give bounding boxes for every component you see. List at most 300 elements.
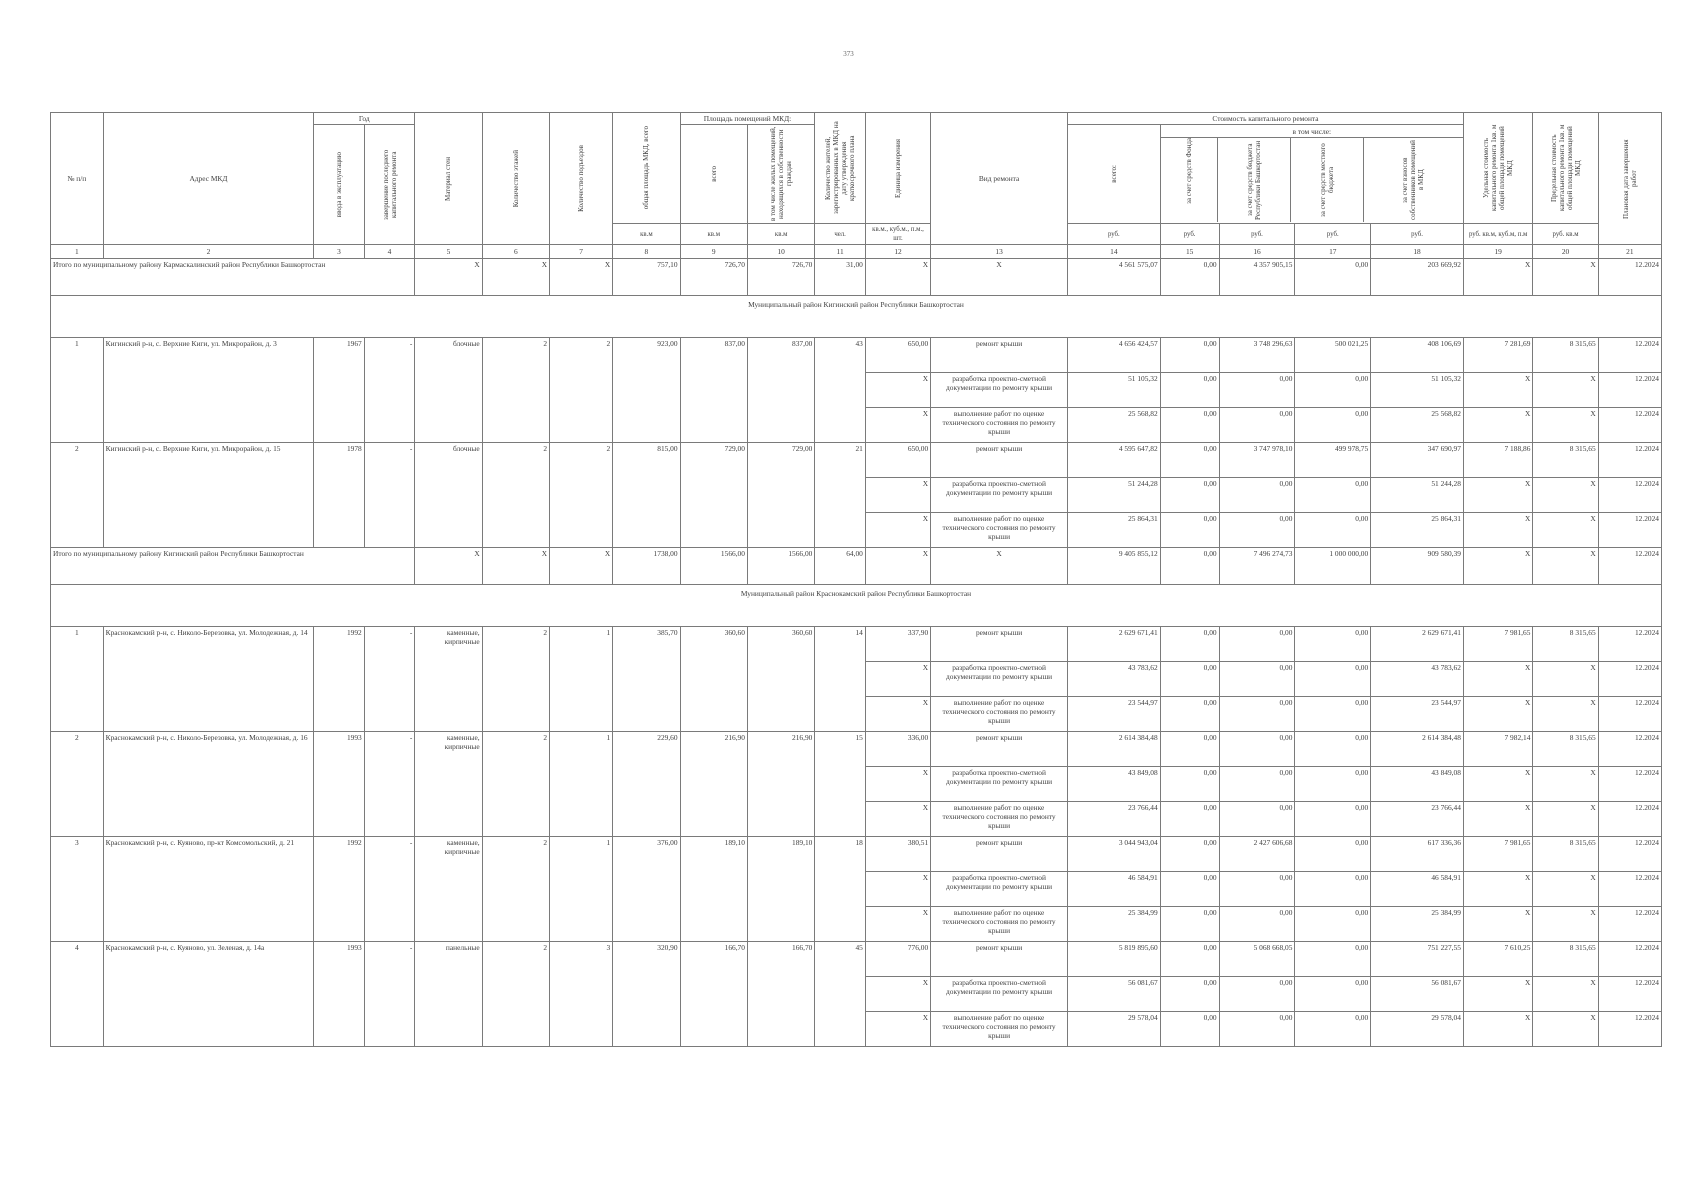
cell: X [931,548,1068,585]
cell: 2 [482,837,549,942]
header-wall-material: Материал стен [415,113,482,245]
cell: X [865,977,930,1012]
cell: X [931,259,1068,296]
cell: 12.2024 [1598,942,1661,977]
cell: 43 783,62 [1068,662,1161,697]
cell: X [1533,259,1598,296]
cell: 0,00 [1295,802,1371,837]
col-number: 9 [680,245,747,259]
cell: X [415,259,482,296]
unit-20: руб. кв.м [1533,224,1598,245]
cell: 0,00 [1160,872,1219,907]
unit-11: чел. [815,224,866,245]
cell: 7 281,69 [1463,338,1532,373]
cell: 2 427 606,68 [1219,837,1295,872]
cell: 0,00 [1219,408,1295,443]
col-number: 6 [482,245,549,259]
header-address: Адрес МКД [103,113,314,245]
cell: 15 [815,732,866,837]
cell: X [550,548,613,585]
cell: X [865,259,930,296]
cell: 14 [815,627,866,732]
cell: 0,00 [1219,802,1295,837]
cell: 729,00 [747,443,814,548]
cell-address: Кигинский р-н, с. Верхние Киги, ул. Микрорайон, д. 3 [103,338,314,443]
cell: 650,00 [865,338,930,373]
cell-repair-type: ремонт крыши [931,627,1068,662]
col-number: 5 [415,245,482,259]
cell: 12.2024 [1598,627,1661,662]
header-local: за счет средств местного бюджета [1291,138,1364,222]
cell: X [1533,977,1598,1012]
cell: 12.2024 [1598,697,1661,732]
cell: 500 021,25 [1295,338,1371,373]
cell: 0,00 [1295,373,1371,408]
cell: 1566,00 [680,548,747,585]
cell: 0,00 [1295,837,1371,872]
cell: 4 595 647,82 [1068,443,1161,478]
cell: 4 561 575,07 [1068,259,1161,296]
unit-19: руб. кв.м, куб.м, п.м [1463,224,1532,245]
cell: 909 580,39 [1371,548,1464,585]
cell: - [364,942,415,1047]
cell: 0,00 [1219,907,1295,942]
cell: X [865,548,930,585]
cell: 51 105,32 [1371,373,1464,408]
cell: 0,00 [1160,662,1219,697]
cell: X [1533,408,1598,443]
cell: 3 747 978,10 [1219,443,1295,478]
cell: 1 000 000,00 [1295,548,1371,585]
cell: X [1533,1012,1598,1047]
cell: 837,00 [747,338,814,443]
cell: 25 568,82 [1068,408,1161,443]
cell-address: Краснокамский р-н, с. Николо-Березовка, ул. Молодежная, д. 14 [103,627,314,732]
cell: 216,90 [680,732,747,837]
header-cost-group: Стоимость капитального ремонта [1068,113,1464,125]
cell: 376,00 [613,837,680,942]
cell: X [865,907,930,942]
cell: 0,00 [1295,513,1371,548]
cell: 12.2024 [1598,662,1661,697]
cell: - [364,732,415,837]
cell: блочные [415,443,482,548]
cell: 0,00 [1160,802,1219,837]
header-unit-cost: Удельная стоимость капитального ремонта 1кв. м общей площади помещений МКД [1463,113,1532,224]
cell: 5 068 668,05 [1219,942,1295,977]
cell-repair-type: ремонт крыши [931,732,1068,767]
cell: 45 [815,942,866,1047]
cell: 5 819 895,60 [1068,942,1161,977]
cell: 0,00 [1160,627,1219,662]
page-number: 373 [843,50,854,58]
cell-address: Краснокамский р-н, с. Куяново, пр-кт Комсомольский, д. 21 [103,837,314,942]
cell-repair-type: выполнение работ по оценке технического состояния по ремонту крыши [931,907,1068,942]
table-body [51,259,1662,1047]
cell: 837,00 [680,338,747,443]
cell: 23 544,97 [1371,697,1464,732]
cell: 166,70 [680,942,747,1047]
unit-16: руб. [1219,224,1295,245]
col-number: 1 [51,245,104,259]
cell: 29 578,04 [1068,1012,1161,1047]
cell: 12.2024 [1598,907,1661,942]
section-row-kiginsky [51,296,1662,338]
cell: X [1533,767,1598,802]
cell: 51 244,28 [1371,478,1464,513]
cell: 0,00 [1219,373,1295,408]
cell: 0,00 [1160,697,1219,732]
cell-address: Кигинский р-н, с. Верхние Киги, ул. Микрорайон, д. 15 [103,443,314,548]
cell: 12.2024 [1598,977,1661,1012]
cell: 203 669,92 [1371,259,1464,296]
cell: 51 105,32 [1068,373,1161,408]
cell: 726,70 [747,259,814,296]
cell: 0,00 [1295,697,1371,732]
cell: 23 544,97 [1068,697,1161,732]
cell: 0,00 [1219,872,1295,907]
cell: 23 766,44 [1371,802,1464,837]
total-label: Итого по муниципальному району Кармаскалинский район Республики Башкортостан [51,259,415,296]
header-area-owned: в том числе жилых помещений, находящихся в собственности граждан [747,125,814,224]
cell: 166,70 [747,942,814,1047]
table-row [51,443,1662,478]
cell: X [550,259,613,296]
cell: 31,00 [815,259,866,296]
cell: 43 849,08 [1371,767,1464,802]
col-number: 18 [1371,245,1464,259]
cell: 0,00 [1160,338,1219,373]
cell: 337,90 [865,627,930,662]
cell: X [1533,662,1598,697]
cell: 0,00 [1160,732,1219,767]
cell-repair-type: разработка проектно-сметной документации по ремонту крыши [931,767,1068,802]
header-area-all: всего [680,125,747,224]
cell: 2 [482,627,549,732]
cell-repair-type: ремонт крыши [931,837,1068,872]
cell: 385,70 [613,627,680,732]
cell: 7 981,65 [1463,837,1532,872]
cell: 0,00 [1160,408,1219,443]
cell: 0,00 [1219,1012,1295,1047]
cell: X [865,872,930,907]
col-number: 16 [1219,245,1295,259]
cell: 29 578,04 [1371,1012,1464,1047]
cell-repair-type: разработка проектно-сметной документации по ремонту крыши [931,478,1068,513]
cell-repair-type: выполнение работ по оценке технического состояния по ремонту крыши [931,408,1068,443]
cell: 2 [482,338,549,443]
cell: 0,00 [1219,697,1295,732]
cell: 0,00 [1295,627,1371,662]
cell: блочные [415,338,482,443]
cell: 1992 [314,837,365,942]
cell: X [1463,802,1532,837]
cell: 360,60 [680,627,747,732]
unit-18: руб. [1371,224,1464,245]
cell: X [482,548,549,585]
cell: 4 357 905,15 [1219,259,1295,296]
cell: X [1533,907,1598,942]
cell: 0,00 [1219,513,1295,548]
cell: 0,00 [1160,907,1219,942]
header-cost-total: всего: [1068,125,1161,224]
cell: 12.2024 [1598,1012,1661,1047]
cell: 25 384,99 [1371,907,1464,942]
total-label: Итого по муниципальному району Кигинский район Республики Башкортостан [51,548,415,585]
cell: X [865,373,930,408]
cell: 25 864,31 [1371,513,1464,548]
cell: 2 [550,443,613,548]
cell-address: Краснокамский р-н, с. Куяново, ул. Зеленая, д. 14а [103,942,314,1047]
cell: 7 496 274,73 [1219,548,1295,585]
cell: 56 081,67 [1371,977,1464,1012]
cell: 815,00 [613,443,680,548]
header-floors: Количество этажей [482,113,549,245]
col-number: 3 [314,245,365,259]
cell: X [1533,513,1598,548]
cell: 1993 [314,732,365,837]
table-row [51,732,1662,767]
cell: 0,00 [1295,408,1371,443]
cell: 12.2024 [1598,408,1661,443]
cell: 0,00 [1295,942,1371,977]
header-num: № п/п [51,113,104,245]
cell: X [1463,513,1532,548]
cell: X [415,548,482,585]
cell: 1993 [314,942,365,1047]
cell: 0,00 [1160,548,1219,585]
cell: - [364,443,415,548]
header-republic: за счет средств бюджета Республики Башкортостан [1218,138,1291,222]
cell: 7 610,25 [1463,942,1532,977]
cell: 0,00 [1219,977,1295,1012]
header-fund: за счет средств Фонда [1161,138,1218,222]
section-title: Муниципальный район Краснокамский район Республики Башкортостан [51,585,1662,627]
total-row-kiginsky [51,548,1662,585]
cell: 7 981,65 [1463,627,1532,662]
table-row [51,837,1662,872]
cell: X [1463,907,1532,942]
section-title: Муниципальный район Кигинский район Республики Башкортостан [51,296,1662,338]
cell: 12.2024 [1598,548,1661,585]
table-row [51,338,1662,373]
cell: 1 [550,837,613,942]
cell: 320,90 [613,942,680,1047]
header-owners: за счет взносов собственников помещений в МКД [1401,139,1426,220]
cell: 1738,00 [613,548,680,585]
cell: 1 [550,627,613,732]
cell: 3 044 943,04 [1068,837,1161,872]
cell: 25 384,99 [1068,907,1161,942]
cell: 0,00 [1295,872,1371,907]
cell: 3 748 296,63 [1219,338,1295,373]
cell: X [1463,1012,1532,1047]
cell: 51 244,28 [1068,478,1161,513]
cell: 12.2024 [1598,513,1661,548]
col-number: 11 [815,245,866,259]
cell: 499 978,75 [1295,443,1371,478]
cell: 729,00 [680,443,747,548]
cell: 189,10 [680,837,747,942]
table-row [51,627,1662,662]
col-number: 13 [931,245,1068,259]
cell: X [1463,548,1532,585]
cell: 0,00 [1160,837,1219,872]
col-number: 10 [747,245,814,259]
cell: X [1463,872,1532,907]
cell: 0,00 [1295,478,1371,513]
cell: - [364,837,415,942]
cell: 8 315,65 [1533,338,1598,373]
cell: X [865,697,930,732]
cell-repair-type: ремонт крыши [931,338,1068,373]
cell: 2 [482,443,549,548]
cell: 43 783,62 [1371,662,1464,697]
cell: 0,00 [1295,767,1371,802]
cell: 2 [51,732,104,837]
cell: каменные, кирпичные [415,837,482,942]
unit-8: кв.м [613,224,680,245]
cell-address: Краснокамский р-н, с. Николо-Березовка, ул. Молодежная, д. 16 [103,732,314,837]
header-repair-type: Вид ремонта [931,113,1068,245]
cell: 12.2024 [1598,338,1661,373]
header-entrances: Количество подъездов [550,113,613,245]
cell: 2 [550,338,613,443]
cell: X [865,408,930,443]
header-year-group: Год [314,113,415,125]
col-number: 17 [1295,245,1371,259]
cell: - [364,627,415,732]
cell: 12.2024 [1598,443,1661,478]
header-year-repair: завершение последнего капитального ремонта [364,125,415,245]
col-number: 12 [865,245,930,259]
unit-12: кв.м., куб.м., п.м., шт. [865,224,930,245]
cell: 650,00 [865,443,930,478]
cell: X [1533,872,1598,907]
section-row-krasnokamsky [51,585,1662,627]
cell: - [364,338,415,443]
cell: каменные, кирпичные [415,732,482,837]
header-unit-measure: Единица измерения [865,113,930,224]
cell: 0,00 [1160,942,1219,977]
col-number: 7 [550,245,613,259]
cell: 0,00 [1295,259,1371,296]
cell: X [1463,977,1532,1012]
cell: 7 188,86 [1463,443,1532,478]
cell: 1566,00 [747,548,814,585]
cell-repair-type: выполнение работ по оценке технического состояния по ремонту крыши [931,697,1068,732]
cell: 2 629 671,41 [1371,627,1464,662]
cell: 0,00 [1160,443,1219,478]
cell: 1978 [314,443,365,548]
cell: 25 864,31 [1068,513,1161,548]
cell: X [865,662,930,697]
cell: 0,00 [1160,478,1219,513]
cell: 12.2024 [1598,767,1661,802]
cell: 1 [51,627,104,732]
header-incl: в том числе: [1161,127,1463,138]
cell: 0,00 [1219,767,1295,802]
unit-14: руб. [1068,224,1161,245]
cell: X [1533,373,1598,408]
cell: 8 315,65 [1533,732,1598,767]
cell: 12.2024 [1598,732,1661,767]
cell: 43 [815,338,866,443]
column-numbers-row [51,245,1662,259]
header-year-built: ввода в эксплуатацию [314,125,365,245]
cell: 21 [815,443,866,548]
cell: 336,00 [865,732,930,767]
cell: 2 [482,942,549,1047]
total-row-karmaskaly [51,259,1662,296]
cell: 3 [550,942,613,1047]
cell: 4 [51,942,104,1047]
cell: X [865,478,930,513]
cell: 12.2024 [1598,478,1661,513]
header-area-group: Площадь помещений МКД: [680,113,815,125]
cell: 46 584,91 [1371,872,1464,907]
cell: 2 [51,443,104,548]
cell: 0,00 [1160,259,1219,296]
cell-repair-type: разработка проектно-сметной документации по ремонту крыши [931,872,1068,907]
cell: 12.2024 [1598,259,1661,296]
cell-repair-type: разработка проектно-сметной документации по ремонту крыши [931,977,1068,1012]
cell-repair-type: выполнение работ по оценке технического состояния по ремонту крыши [931,513,1068,548]
cell: 216,90 [747,732,814,837]
cell: 617 336,36 [1371,837,1464,872]
cell: 380,51 [865,837,930,872]
cell: 408 106,69 [1371,338,1464,373]
col-number: 20 [1533,245,1598,259]
header-incl-group [1160,125,1463,224]
cell: 8 315,65 [1533,942,1598,977]
col-number: 4 [364,245,415,259]
col-number: 15 [1160,245,1219,259]
cell: 360,60 [747,627,814,732]
cell: X [865,802,930,837]
cell: X [1463,478,1532,513]
table-row [51,942,1662,977]
cell: 0,00 [1219,627,1295,662]
cell: 3 [51,837,104,942]
col-number: 2 [103,245,314,259]
cell: 0,00 [1160,373,1219,408]
cell: 18 [815,837,866,942]
cell: X [1463,408,1532,443]
cell: 7 982,14 [1463,732,1532,767]
cell: 56 081,67 [1068,977,1161,1012]
cell: 757,10 [613,259,680,296]
unit-9: кв.м [680,224,747,245]
cell: 23 766,44 [1068,802,1161,837]
cell: 2 [482,732,549,837]
cell: 8 315,65 [1533,443,1598,478]
cell-repair-type: разработка проектно-сметной документации по ремонту крыши [931,373,1068,408]
cell: 0,00 [1295,732,1371,767]
cell: 46 584,91 [1068,872,1161,907]
col-number: 21 [1598,245,1661,259]
cell: 923,00 [613,338,680,443]
cell: 8 315,65 [1533,627,1598,662]
cell: 0,00 [1160,1012,1219,1047]
cell: X [865,513,930,548]
cell-repair-type: выполнение работ по оценке технического состояния по ремонту крыши [931,802,1068,837]
cell: 2 614 384,48 [1371,732,1464,767]
cell-repair-type: выполнение работ по оценке технического состояния по ремонту крыши [931,1012,1068,1047]
cell: X [1463,259,1532,296]
header-deadline: Плановая дата завершения работ [1598,113,1661,245]
col-number: 19 [1463,245,1532,259]
